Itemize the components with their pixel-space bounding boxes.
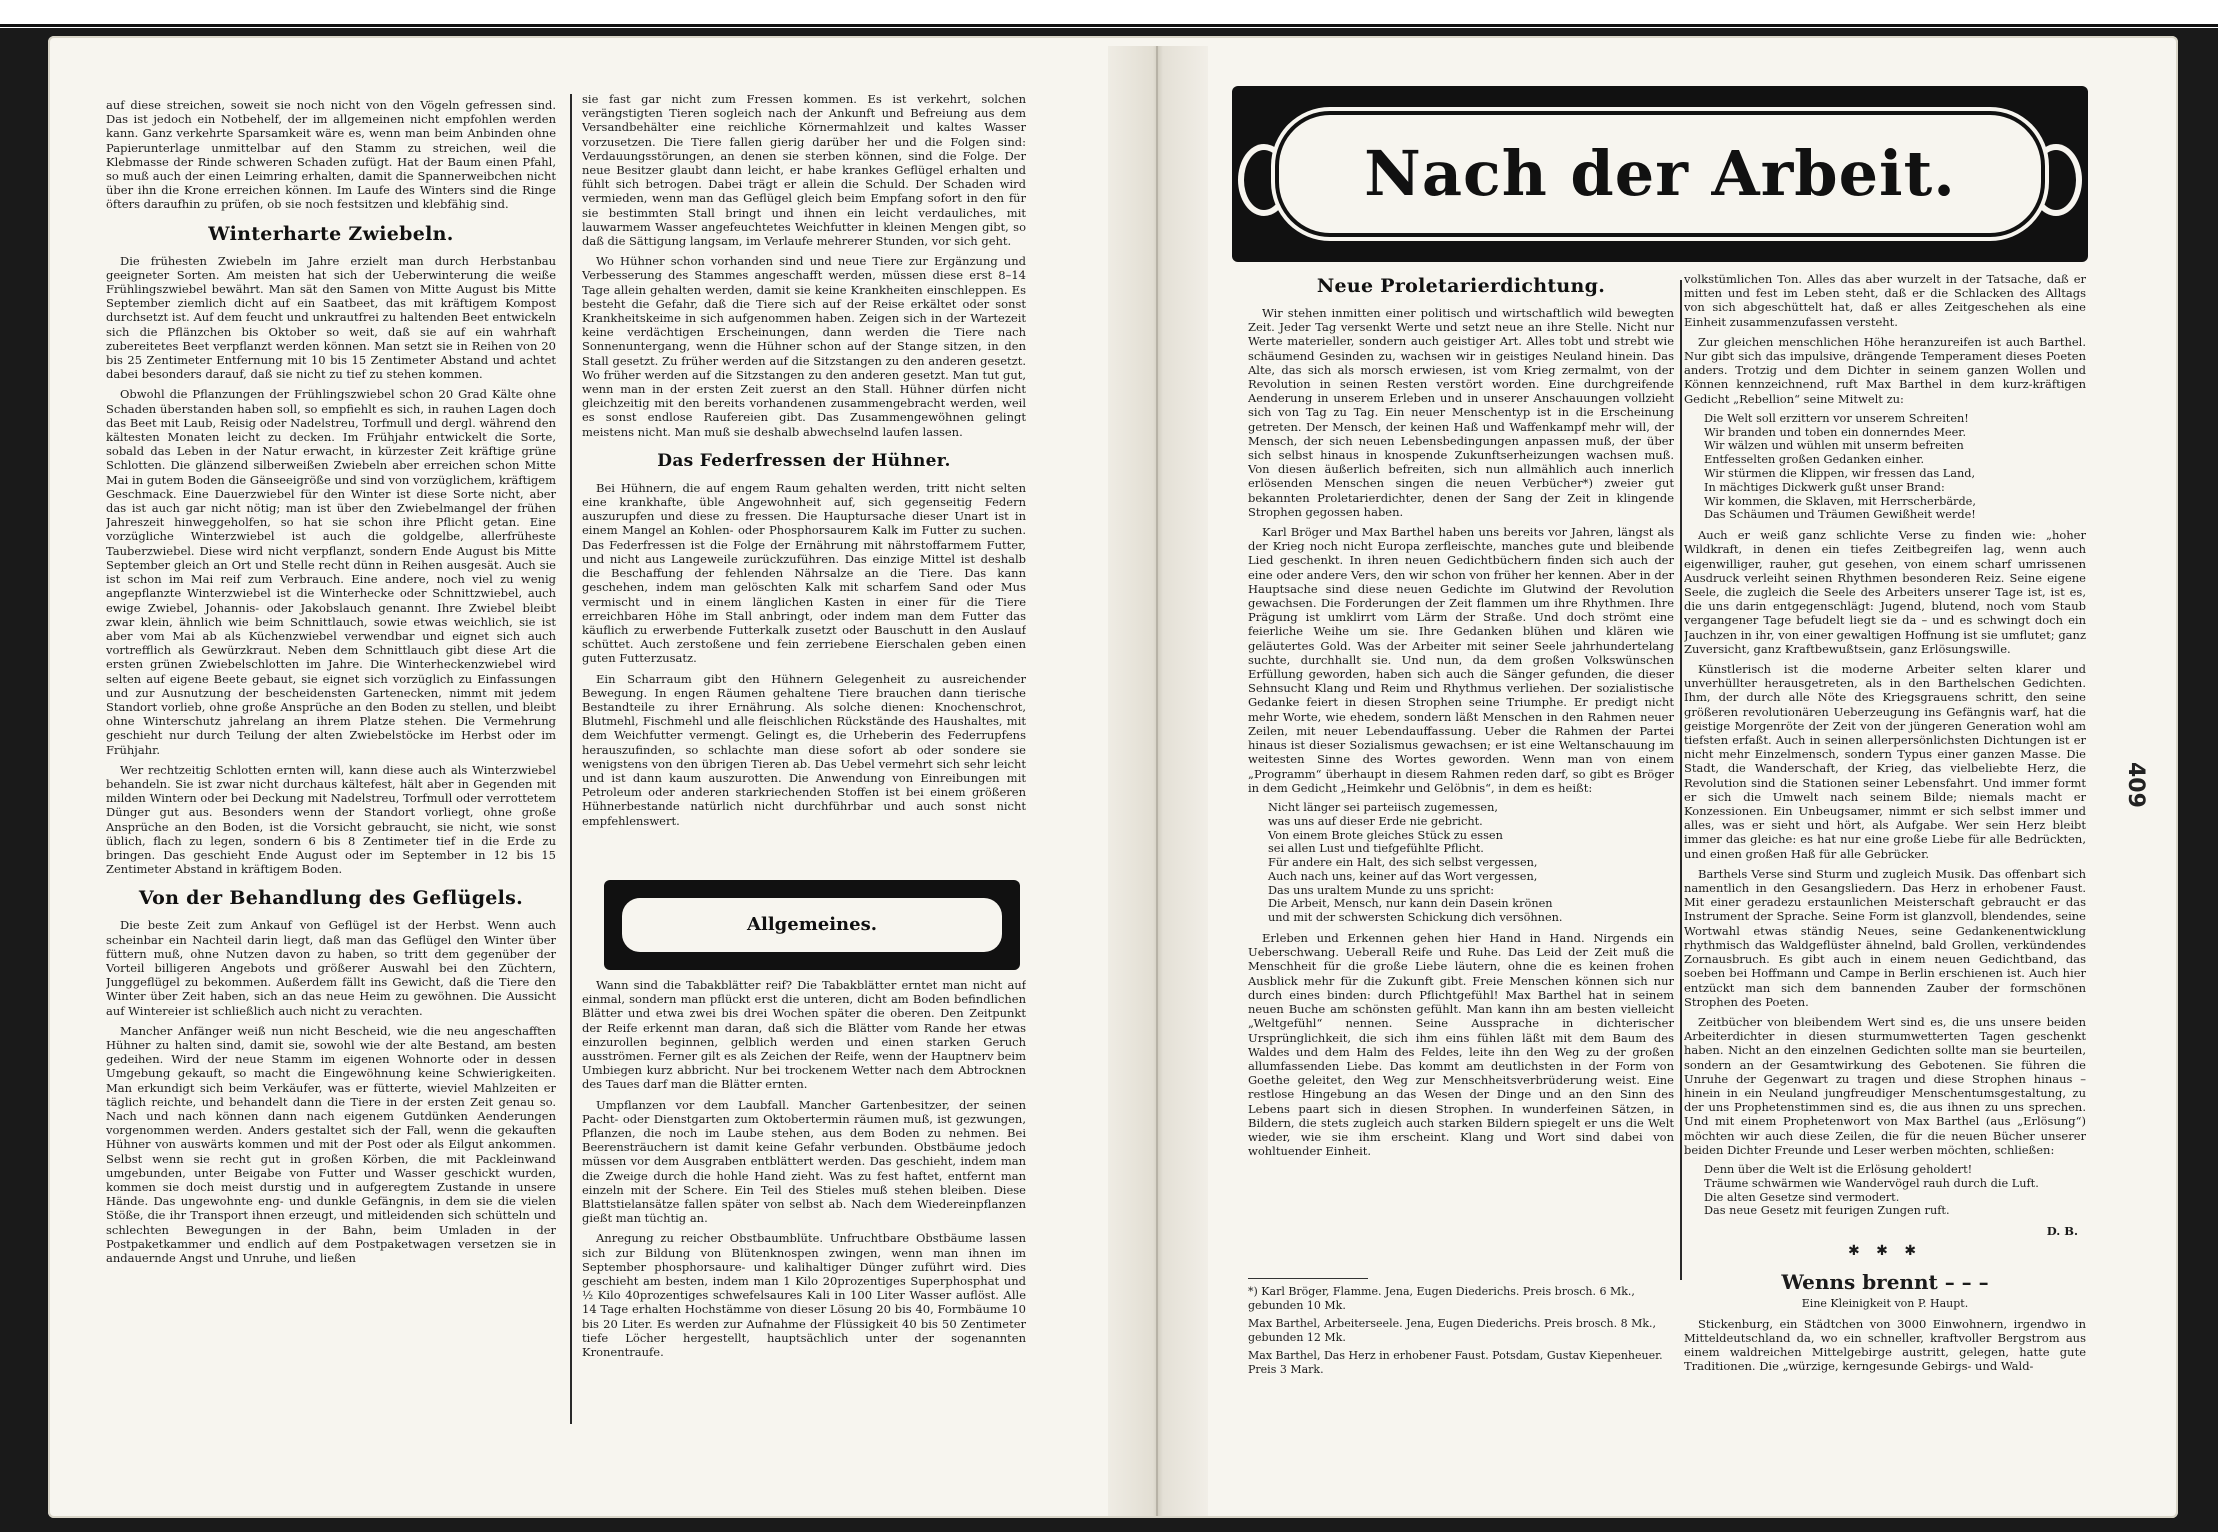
verse-line: Für andere ein Halt, des sich selbst vergessen, (1268, 856, 1538, 870)
scan-top-margin (0, 0, 2218, 28)
column-4 (1684, 272, 2086, 1472)
asterism-divider-icon: ✱ ✱ ✱ (1847, 1243, 1923, 1260)
article-text: volkstümlichen Ton. Alles das aber wurzelt in der Tatsache, daß er mitten und fest im Leben steht, daß er die Schlacken des Alltags von sich abgeschüttelt hat, daß er alles Zeitgeschehen als eine Einheit zusammenzufassen versteht. (1684, 272, 2086, 329)
verse-line: was uns auf dieser Erde nie gebricht. (1268, 814, 1483, 828)
verse-line: Die Arbeit, Mensch, nur kann dein Dasein krönen (1268, 897, 1553, 911)
article-text: Wer rechtzeitig Schlotten ernten will, kann diese auch als Winterzwiebel behandeln. Sie ist zwar nicht durchaus kältefest, hält aber in Gegenden mit milden Wintern oder bei Deckung mit Nadelstreu, Torfmull oder verrottetem Dünger gut aus. Besonders wenn der Standort vorliegt, ohne große Ansprüche an den Boden, ist die Vorsicht gebraucht, sie nicht, wie sonst üblich, flach zu legen, sondern 6 bis 8 Zentimeter tief in die Erde zu bringen. Das geschieht Ende August oder im September in 12 bis 15 Zentimeter Abstand in kräftigem Boden. (106, 762, 556, 877)
article-text: sie fast gar nicht zum Fressen kommen. Es ist verkehrt, solchen verängstigten Tieren sogleich nach der Ankunft und Befreiung aus dem Versandbehälter eine reichliche Körnermahlzeit und kaltes Wasser vorzusetzen. Die Tiere fallen gierig darüber her und die Folgen sind: Verdauungsstörungen, an denen sie sterben können, sind die Folge. Der neue Besitzer glaubt dann leicht, er habe krankes Geflügel erhalten und fühlt sich betrogen. Dabei trägt er allein die Schuld. Der Schaden wird vermieden, wenn man das Geflügel gleich beim Empfang sofort in den für sie bestimmten Stall bringt und ihnen ein leicht verdauliches, mit lauwarmem Wasser angefeuchtetes Weichfutter in kleinen Mengen gibt, so daß die Sättigung langsam, im Verlaufe mehrerer Stunden, vor sich geht. (582, 92, 1026, 249)
verse-line: In mächtiges Dickwerk gußt unser Brand: (1704, 480, 1945, 494)
headline-behandlung-gefluegel: Von der Behandlung des Geflügels. (138, 887, 524, 910)
article-text: Erleben und Erkennen gehen hier Hand in Hand. Nirgends ein Ueberschwang. Ueberall Reife und Ruhe. Das Leid der Zeit muß die Menschheit für die große Liebe läutern, ohne die es keinen frohen Ausblick mehr für die Zukunft gibt. Freie Menschen können sich nur durch eines binden: durch Pflichtgefühl! Max Barthel hat in seinem neuen Buche am schönsten gefühlt. Man kann ihn am besten vielleicht „Weltgefühl“ nennen. Seine Aussprache in dichterischer Ursprünglichkeit, die sich ihm eins fühlen läßt mit dem Baum des Waldes und dem Halm des Feldes, leite ihn den Weg zu der großen allumfassenden Liebe. Das kommt am deutlichsten in der Form von Goethe geleitet, den Weg zur Menschheitsverbrüderung weist. Eine restlose Hingebung an das Wesen der Dinge und an den Sinn des Lebens paart sich in diesen Strophen. In wunderfeinen Sätzen, in Bildern, die stets zugleich auch starken Bildern spiegelt er uns die Welt wieder, wie sie ihm erscheint. Klang und Wort sind dabei von wohltuender Einheit. (1248, 931, 1674, 1159)
article-text: Zeitbücher von bleibendem Wert sind es, die uns unsere beiden Arbeiterdichter in diesen sturmumwetterten Tagen geschenkt haben. Nicht an den einzelnen Gedichten sollte man sie beurteilen, sondern an der Gesamtwirkung des Gebotenen. Sie führen die Unruhe der Gegenwart zu tragen und diese Strophen hinaus – hinein in ein Neuland jungfreudiger Menschentumsgestaltung, zu der uns Prophetenstimmen sind es, die aus ihnen zu uns sprechen. Und mit einem Prophetenwort von Max Barthel (aus „Erlösung“) möchten wir auch diese Zeilen, die für die neuen Bücher unserer beiden Dichter Freunde und Leser werben möchten, schließen: (1684, 1014, 2086, 1157)
verse-line: Träume schwärmen wie Wandervögel rauh durch die Luft. (1704, 1176, 2039, 1190)
footnote-item: Max Barthel, Das Herz in erhobener Faust. Potsdam, Gustav Kiepenheuer. Preis 3 Mark. (1248, 1349, 1663, 1376)
fold-line (1156, 46, 1158, 1516)
article-text: Obwohl die Pflanzungen der Frühlingszwiebel schon 20 Grad Kälte ohne Schaden überstanden haben soll, so empfiehlt es sich, in rauhen Lagen doch das Beet mit Laub, Reisig oder Nadelstreu, Torfmull und dergl. während den kältesten Monaten leicht zu decken. Im Frühjahr entwickelt die Sorte, sobald das Leben in der Natur erwacht, in kürzester Zeit kräftige grüne Schlotten. Die glänzend silberweißen Zwiebeln aber erreichen schon Mitte Mai in gutem Boden die Gänseeigröße und sind von vorzüglichem, kräftigem Geschmack. Eine Dauerzwiebel für den Winter ist diese Sorte nicht, aber das ist auch gar nicht nötig; man ist über den Zwiebelmangel der frühen Jahreszeit hinweggeholfen, so hat sie schon ihre Pflicht getan. Eine vorzügliche Winterzwiebel ist auch die goldgelbe, allerfrüheste Tauberzwiebel. Diese wird nicht verpflanzt, sondern Ende August bis Mitte September gleich an Ort und Stelle recht dünn in Reihen ausgesät. Auch sie ist schon im Mai reif zum Verbrauch. Eine andere, noch viel zu wenig angepflanzte Winterzwiebel ist die Winterhecke oder Schnittzwiebel, auch ewige Zwiebel, Johannis- oder Jakobslauch genannt. Ihre Zwiebel bleibt zwar klein, ähnlich wie beim Schnittlauch, sowie etwas weichlich, sie ist aber vom Mai ab als Küchenzwiebel verwendbar und eignet sich auch vortrefflich als Gewürzkraut. Neben dem Schnittlauch gibt diese Art die ersten grünen Zwiebelschlotten im Jahre. Die Winterheckenzwiebel wird selten auf eigene Beete gebaut, sie eignet sich vorzüglich zu Einfassungen und zur Ausnutzung der bescheidensten Gartenecken, nimmt mit jedem Standort vorlieb, ohne große Ansprüche an den Boden zu stellen, und bleibt ohne Winterschutz jahrelang an ihrem Platze stehen. Die Vermehrung geschieht nur durch Teilung der alten Zwiebelstöcke im Herbst oder im Frühjahr. (106, 387, 556, 757)
column-2 (582, 92, 1026, 878)
verse-line: Denn über die Welt ist die Erlösung geholdert! (1704, 1162, 1973, 1176)
banner-ornament-left-icon (1238, 144, 1290, 216)
scan-top-rule (0, 24, 2218, 27)
verse-line: Das Schäumen und Träumen Gewißheit werde! (1704, 508, 1976, 522)
verse-line: Auch nach uns, keiner auf das Wort vergessen, (1268, 869, 1538, 883)
verse-line: Wir stürmen die Klippen, wir fressen das Land, (1704, 467, 1976, 481)
byline: Eine Kleinigkeit von P. Haupt. (1801, 1296, 1969, 1310)
article-text: Stickenburg, ein Städtchen von 3000 Einwohnern, irgendwo in Mitteldeutschland da, wo ein schneller, kraftvoller Bergstrom aus einem waldreichen Mittelgebirge austritt, gelegen, hatte gute Traditionen. Die „würzige, kerngesunde Gebirgs- und Wald- (1684, 1316, 2086, 1374)
verse-line: Die alten Gesetze sind vermodert. (1704, 1190, 1900, 1204)
verse-rebellion (1704, 412, 2086, 522)
article-text: Auch er weiß ganz schlichte Verse zu finden wie: „hoher Wildkraft, in denen ein tiefes Zeitbegreifen lag, wenn auch eigenwilliger, rauher, gut gesehen, von einem scharf umrissenen Ausdruck verleiht seinen Rhythmen besonderen Reiz. Seine eigene Seele, die zugleich die Seele des Arbeiters unserer Tage ist, ist es, die uns darin entgegenschlägt: Jugend, blutend, noch vom Staub vergangener Tage befudelt liegt sie da – und es schwingt doch ein Jauchzen in ihr, von einer gewaltigen Hoffnung ist sie umflutet; ganz Zuversicht, ganz Kraftbewußtsein, ganz Erlösungswille. (1684, 528, 2086, 656)
verse-heimkehr (1268, 801, 1674, 925)
verse-erloesung (1704, 1163, 2086, 1218)
verse-line: Wir branden und toben ein donnerndes Meer. (1704, 425, 1967, 439)
section-banner (1232, 86, 2088, 262)
headline-federfressen: Das Federfressen der Hühner. (657, 450, 951, 471)
article-text: Die frühesten Zwiebeln im Jahre erzielt man durch Herbstanbau geeigneter Sorten. Am meisten hat sich der Ueberwinterung die weiße Frühlingszwiebel bewährt. Man sät den Samen von Mitte August bis Mitte September ziemlich dicht auf ein Saatbeet, das mit kräftigem Kompost durchsetzt ist. Auf dem feucht und unkrautfrei zu haltenden Beet entwickeln sich die Pflänzchen bis Oktober so weit, daß sie auf ein wahrhaft zubereitetes Beet verpflanzt werden können. Man setzt sie in Reihen von 20 bis 25 Zentimeter Entfernung mit 10 bis 15 Zentimeter Abstand und achtet dabei besonders darauf, daß sie nicht zu tief zu stehen kommen. (106, 253, 556, 382)
headline-allgemeines: Allgemeines. (747, 914, 877, 935)
article-text: Wo Hühner schon vorhanden sind und neue Tiere zur Ergänzung und Verbesserung des Stammes angeschafft werden, müssen diese erst 8–14 Tage allein gehalten werden, damit sie keine Krankheiten einschleppen. Es besteht die Gefahr, daß die Tiere sich auf der Reise erkältet oder sonst Krankheitskeime in sich aufgenommen haben. Zeigen sich in der Wartezeit keine verdächtigen Erscheinungen, dann werden die Tiere nach Sonnenuntergang, wenn die Hühner schon auf der Stange sitzen, in den Stall gesetzt. Zu früher werden auf die Sitzstangen zu den anderen gesetzt. Wo früher werden auf die Sitzstangen zu den anderen gesetzt. Man tut gut, wenn man in der ersten Zeit zuerst an den Stall. Hühner dürfen nicht gleichzeitig mit den bereits vorhandenen zusammengebracht werden, weil es sonst endlose Raufereien gibt. Das Zusammengewöhnen gelingt meistens nicht. Man muß sie deshalb abwechselnd laufen lassen. (582, 254, 1026, 439)
banner-cartouche (1284, 120, 2036, 228)
article-text: Karl Bröger und Max Barthel haben uns bereits vor Jahren, längst als der Krieg noch nicht Europa zerfleischte, manches gute und bleibende Lied geschenkt. In ihren neuen Gedichtbüchern finden sich auch der eine oder andere Vers, den wir schon von früher her kennen. Aber in der Hauptsache sind diese neuen Gedichte im Glutwind der Revolution gewachsen. Die Forderungen der Zeit flammen um ihre Rhythmen. Ihre Prägung ist umklirrt vom Lärm der Straße. Und doch strömt eine feierliche Weihe um sie. Ihre Gedanken blühen und klären wie geläutertes Gold. Was der Arbeiter mit seiner Seele jahrhundertelang suchte, durchhallt sie. Und nun, da dem großen Volkswünschen Erfüllung geworden, haben sich auch die Sänger gefunden, die dieser Sehnsucht Klang und Reim und Rhythmus verliehen. Der sozialistische Gedanke feiert in diesen Strophen seine Triumphe. Er predigt nicht mehr Worte, wie ehedem, sondern läßt Menschen in den Rahmen neuer Zeilen, mit neuer Lebendauffassung. Ueber die Rahmen der Partei hinaus ist dieser Sozialismus gewachsen; er ist eine Weltanschauung im weitesten Sinne des Wortes geworden. Wenn man von einem „Programm“ überhaupt in diesem Rahmen reden darf, so gibt es Bröger in dem Gedicht „Heimkehr und Gelöbnis“, in dem es heißt: (1248, 525, 1674, 795)
column-3 (1248, 272, 1674, 1292)
article-text: Bei Hühnern, die auf engem Raum gehalten werden, tritt nicht selten eine krankhafte, üble Angewohnheit auf, sich gegenseitig Federn auszurupfen und diese zu fressen. Die Hauptursache dieser Unart ist in einem Mangel an Kohlen- oder Phosphorsaurem Kalk im Futter zu suchen. Das Federfressen ist die Folge der Ernährung mit nährstoffarmem Futter, und nicht aus Langeweile zurückzuführen. Das einzige Mittel ist deshalb die Beschaffung der fehlenden Nährsalze an die Tiere. Das kann geschehen, indem man gelöschten Kalk mit scharfem Sand oder Mus vermischt und in einem länglichen Kasten in einer für die Tiere erreichbaren Höhe im Stall anbringt, oder indem man dem Futter das käuflich zu erwerbende Futterkalk zusetzt oder Bauschutt in den Auslauf schüttet. Auch zerstoßene und fein zerriebene Eierschalen geben einen guten Futterzusatz. (582, 480, 1026, 666)
verse-line: Nicht länger sei parteiisch zugemessen, (1268, 800, 1498, 814)
headline-neue-proletarierdichtung: Neue Proletarierdichtung. (1316, 275, 1606, 297)
article-text: Barthels Verse sind Sturm und zugleich Musik. Das offenbart sich namentlich in den Gesangsliedern. Das Herz in erhobener Faust. Mit einer geradezu erstaunlichen Meisterschaft gebraucht er das Instrument der Sprache. Seine Form ist glanzvoll, blendendes, seine Wortwahl etwas ständig Neues, seine Gedankenentwicklung rhythmisch das Waldgeflüster ähnelnd, bald Grollen, verkündendes Zornausbruch. Es gibt auch in einem neuen Gedichtband, das soeben bei Hoffmann und Campe in Berlin erschienen ist. Auch hier entzückt man sich dem bannenden Zauber der formschönen Strophen des Poeten. (1684, 866, 2086, 1009)
verse-line: Entfesselten großen Gedanken einher. (1704, 453, 1925, 467)
article-text: auf diese streichen, soweit sie noch nicht von den Vögeln gefressen sind. Das ist jedoch ein Notbehelf, der im allgemeinen nicht empfohlen werden kann. Ganz verkehrte Sparsamkeit wäre es, wenn man beim Anbinden ohne Papierunterlage unmittelbar auf den Stamm zu streichen, weil die Klebmasse der Rinde schweren Schaden zufügt. Hat der Baum einen Pfahl, so muß auch der einen Leimring erhalten, damit die Spannerweibchen nicht über ihn die Krone erreichen können. Im Laufe des Winters sind die Ringe öfters daraufhin zu prüfen, ob sie noch festsitzen und klebfähig sind. (106, 98, 556, 212)
column-1 (106, 98, 556, 1488)
verse-line: und mit der schwersten Schickung dich versöhnen. (1268, 911, 1563, 925)
article-text: Die beste Zeit zum Ankauf von Geflügel ist der Herbst. Wenn auch scheinbar ein Nachteil darin liegt, daß man das Geflügel den Winter über füttern muß, ohne Nutzen davon zu haben, so tritt dem gegenüber der Vorteil billigeren Angebots und größerer Auswahl bei den Züchtern, Junggeflügel zu bekommen. Außerdem fällt ins Gewicht, daß die Tiere den Winter über Zeit haben, sich an das neue Heim zu gewöhnen. Die Aussicht auf Wintereier ist schließlich auch nicht zu verachten. (106, 918, 556, 1018)
article-text: Künstlerisch ist die moderne Arbeiter selten klarer und unverhüllter herausgetreten, als in den Barthelschen Gedichten. Ihm, der durch alle Nöte des Kriegsgrauens schritt, den seine größeren revolutionären Ueberzeugung ins Gefängnis warf, hat die geistige Morgenröte der Zeit von der jüngeren Generation wohl am tiefsten erfaßt. Auch in seinen allerpersönlichsten Dichtungen ist er nicht mehr Einzelmensch, sondern Typus einer ganzen Masse. Die Stadt, die Wanderschaft, der Krieg, das vielbeliebte Herz, die Revolution sind die Stationen seiner Lebensfahrt. Und immer formt er sich die Umwelt nach seinem Bilde; niemals macht er Konzessionen. Ein Unbeugsamer, nimmt er sich selbst immer und alles, was er sieht und hört, als Aufgabe. Wer sein Herz bleibt immer das gleiche: es hat nur eine große Liebe für alle Bedrückten, und einen großen Haß für alle Gebrücker. (1684, 662, 2086, 861)
banner-ornament-right-icon (2030, 144, 2082, 216)
verse-line: Wir wälzen und wühlen mit unserm befreiten (1704, 439, 1964, 453)
column-rule-right (1680, 280, 1682, 1280)
article-text: Anregung zu reicher Obstbaumblüte. Unfruchtbare Obstbäume lassen sich zur Bildung von Blütenknospen zwingen, wenn man ihnen im September phosphorsaure- und kalihaltiger Dünger zuführt wird. Dies geschieht am besten, indem man 1 Kilo 20prozentiges Superphosphat und ½ Kilo 40prozentiges schwefelsaures Kali in 100 Liter Wasser auflöst. Alle 14 Tage erhalten Hochstämme von dieser Lösung 20 bis 40, Formbäume 10 bis 20 Liter. Es werden zur Aufnahme der Flüssigkeit 40 bis 50 Zentimeter tiefe Löcher hergestellt, hauptsächlich unter der sogenannten Kronentraufe. (582, 1231, 1026, 1360)
article-text: Wann sind die Tabakblätter reif? Die Tabakblätter erntet man nicht auf einmal, sondern man pflückt erst die unteren, dicht am Boden befindlichen Blätter und etwa zwei bis drei Wochen später die oberen. Den Zeitpunkt der Reife erkennt man daran, daß sich die Blätter vom Rande her etwas einzurollen beginnen, gelblich werden und einen starken Geruch ausströmen. Ferner gilt es als Zeichen der Reife, wenn der Hauptnerv beim Umbiegen kurz abbricht. Nur bei trockenem Wetter nach dem Abtrocknen des Taues darf man die Blätter ernten. (582, 978, 1026, 1092)
footnote-separator (1248, 1278, 1368, 1279)
verse-line: Das neue Gesetz mit feurigen Zungen ruft. (1704, 1204, 1950, 1218)
footnotes (1248, 1278, 1674, 1381)
column-2-lower (582, 978, 1026, 1418)
headline-winterharte-zwiebeln: Winterharte Zwiebeln. (208, 222, 454, 245)
verse-line: Das uns uraltem Munde zu uns spricht: (1268, 883, 1495, 897)
allgemeines-box-inner (622, 898, 1002, 952)
article-text: Ein Scharraum gibt den Hühnern Gelegenheit zu ausreichender Bewegung. In engen Räumen gehaltene Tiere brauchen dann tierische Bestandteile zu ihrer Ernährung. Als solche dienen: Knochenschrot, Blutmehl, Fischmehl und alle fleischlichen Rückstände des Haushaltes, mit dem Weichfutter vermengt. Gelingt es, die Urheberin des Federrupfens herauszufinden, so schlachte man diese sofort ab oder sondere sie wenigstens von den übrigen Tieren ab. Das Uebel vermehrt sich sehr leicht und ist dann kaum auszurotten. Die Anwendung von Einreibungen mit Petroleum oder anderen starkriechenden Stoffen ist bei einem größeren Hühnerbestande natürlich nicht durchführbar und auch sonst nicht empfehlenswert. (582, 671, 1026, 828)
article-text: Mancher Anfänger weiß nun nicht Bescheid, wie die neu angeschafften Hühner zu halten sind, damit sie, sowohl wie der alte Bestand, am besten gedeihen. Wird der neue Stamm im eigenen Wohnorte oder in dessen Umgebung gekauft, so macht die Eingewöhnung keine Schwierigkeiten. Man erkundigt sich beim Verkäufer, was er fütterte, wieviel Mahlzeiten er täglich reichte, und behandelt dann die Tiere in der ersten Zeit genau so. Nach und nach können dann nach eigenem Gutdünken Aenderungen vorgenommen werden. Anders gestaltet sich der Fall, wenn die gekauften Hühner von auswärts kommen und mit der Post oder als Eilgut ankommen. Selbst wenn sie recht gut in großen Körben, die mit Packleinwand umgebunden, unter Beigabe von Futter und Wasser geschickt wurden, kommen sie doch meist durstig und in aufgeregtem Zustande in unsere Hände. Das ungewohnte eng- und dunkle Gefängnis, in dem sie die vielen Stöße, die ihr Transport ihnen erzeugt, und mitleidenden sich schütteln und schlechten Bewegungen in der Bahn, beim Umladen in der Postpaketkammer und endlich auf dem Postpaketwagen versetzen sie in andauernde Angst und Unruhe, und ließen (106, 1023, 556, 1266)
banner-title: Nach der Arbeit. (1364, 137, 1956, 210)
headline-wenns-brennt: Wenns brennt – – – (1781, 1269, 1989, 1294)
article-text: Umpflanzen vor dem Laubfall. Mancher Gartenbesitzer, der seinen Pacht- oder Dienstgarten zum Oktobertermin räumen muß, ist gezwungen, Pflanzen, die noch im Laube stehen, aus dem Boden zu nehmen. Bei Beerensträuchern ist damit keine Gefahr verbunden. Obstbäume jedoch müssen vor dem Ausgraben entblättert werden. Das geschieht, indem man die Zweige durch die hohle Hand zieht. Was zu fest haftet, entfernt man einzeln mit der Schere. Ein Teil des Stieles muß stehen bleiben. Diese Blattstielansätze fallen später von selbst ab. Nach dem Wiedereinpflanzen gießt man tüchtig an. (582, 1097, 1026, 1226)
article-text: Wir stehen inmitten einer politisch und wirtschaftlich wild bewegten Zeit. Jeder Tag versenkt Werte und setzt neue an ihre Stelle. Nicht nur Werte materieller, sondern auch geistiger Art. Alles tobt und strebt wie schäumend Gesinden zu, wachsen wir in geistiges Neuland hinein. Das Alte, das sich als morsch erwiesen, ist vom Krieg zermalmt, von der Revolution in seinen Resten verstört worden. Eine durchgreifende Aenderung in unserem Erleben und in unserer Anschauungen vollzieht sich von Tag zu Tag. Ein neuer Menschentyp ist in die Erscheinung getreten. Der Mensch, der keinen Haß und Waffenkampf mehr will, der Mensch, der sich neuen Lebensbedingungen anpassen muß, der über sich selbst hinaus in knospende Zukunftserheizungen wachsen muß. Von diesen äußerlich befreiten, sich nun allmählich auch innerlich erlösenden Menschen singen die neuen Verbücher*) zweier gut bekannten Proletarierdichter, denen der Sang der Zeit in klingende Strophen gegossen haben. (1248, 306, 1674, 519)
verse-line: sei allen Lust und tiefgefühlte Pflicht. (1268, 842, 1484, 856)
verse-line: Die Welt soll erzittern vor unserem Schreiten! (1704, 411, 1969, 425)
footnote-item: Max Barthel, Arbeiterseele. Jena, Eugen Diederichs. Preis brosch. 8 Mk., gebunden 12 Mk. (1248, 1317, 1657, 1344)
footnote-item: *) Karl Bröger, Flamme. Jena, Eugen Diederichs. Preis brosch. 6 Mk., gebunden 10 Mk. (1248, 1285, 1635, 1312)
author-initials: D. B. (2046, 1224, 2078, 1239)
page-gutter (1108, 46, 1208, 1516)
verse-line: Wir kommen, die Sklaven, mit Herrscherbärde, (1704, 494, 1976, 508)
allgemeines-box (604, 880, 1020, 970)
verse-line: Von einem Brote gleiches Stück zu essen (1268, 828, 1503, 842)
page-number: 409 (2123, 762, 2148, 808)
column-rule-left (570, 94, 572, 1424)
article-text: Zur gleichen menschlichen Höhe heranzureifen ist auch Barthel. Nur gibt sich das impulsive, drängende Temperament dieses Poeten anders. Trotzig und dem Dichter in seinem ganzen Wollen und Können kennzeichnend, ruft Max Barthel in dem kurz-kräftigen Gedicht „Rebellion“ seine Mitwelt zu: (1684, 334, 2086, 406)
